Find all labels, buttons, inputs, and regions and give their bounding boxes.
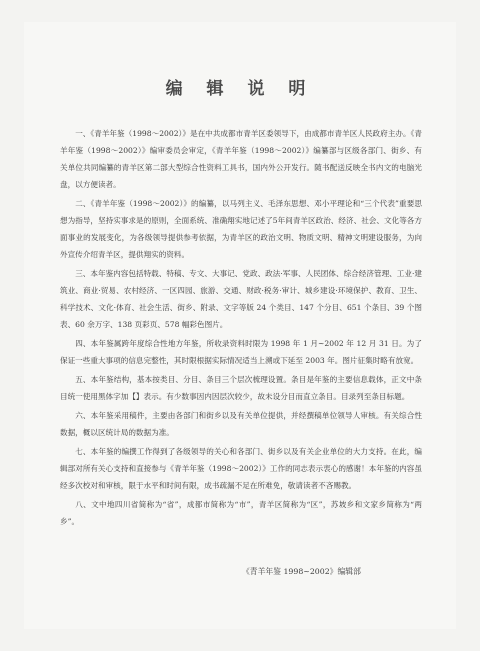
paragraph-8: 八、文中地四川省简称为“省”，成都市简称为“市”，青羊区简称为“区”，苏坡乡和文家乡简称为“两乡”。 [60,500,422,526]
paragraph-7: 七、本年鉴的编撰工作得到了各级领导的关心和各部门、街乡以及有关企业单位的大力支持。在此，编辑部对所有关心支持和直接参与《青羊年鉴（1998～2002）》工作的同志表示衷心的感谢！本年鉴的内容虽经多次校对和审核，限于水平和时间有限，成书疏漏不足在所难免，敬请读者不吝赐教。 [60,447,422,490]
document-body [60,125,422,532]
paragraph-5: 五、本年鉴结构，基本按类目、分目、条目三个层次梳理设置。条目是年鉴的主要信息载体，正文中条目统一使用黑体字加【】表示。有少数事因内因层次较少，故未设分目而直立条目。目录列至条目标题。 [60,375,422,401]
paragraph-2: 二、《青羊年鉴（1998～2002）》的编纂，以马列主义、毛泽东思想、邓小平理论和“三个代表”重要思想为指导，坚持实事求是的原则，全面系统、准确翔实地记述了5年间青羊区政治、经济、社会、文化等各方面事业的发展变化，为各级领导提供参考依据，为青羊区的政治文明、物质文明、精神文明建设服务，为向外宣传介绍青羊区，提供翔实的资料。 [60,199,422,259]
paragraph-6: 六、本年鉴采用稿件，主要由各部门和街乡以及有关单位提供，并经撰稿单位领导人审核。有关综合性数据，概以区统计局的数据为准。 [60,411,422,437]
signature: 《青羊年鉴 1998~2002》编辑部 [242,567,361,576]
paragraph-3: 三、本年鉴内容包括特载、特稿、专文、大事记、党政、政法·军事、人民团体、综合经济管理、工业·建筑业、商业·贸易、农村经济、一区四园、旅游、交通、财政·税务·审计、城乡建设·环境保护、教育、卫生、科学技术、文化·体育、社会生活、街乡、附录、文字等版 24 个类目、147 个分目、651 个条目、39 个图表、60 余万字、138 页彩页、578 幅彩色图片。 [60,269,422,329]
page-title: 编 辑 说 明 [165,79,315,99]
paragraph-1: 一、《青羊年鉴（1998～2002）》是在中共成都市青羊区委领导下，由成都市青羊区人民政府主办。《青羊年鉴（1998～2002）》编审委员会审定，《青羊年鉴（1998～2002）》编纂部与区级各部门、街乡、有关单位共同编纂的青羊区第二部大型综合性资料工具书，国内外公开发行。随书配送反映全书内文的电脑光盘，以方便读者。 [60,129,422,189]
paragraph-4: 四、本年鉴属跨年度综合性地方年鉴，所收录资料时限为 1998 年 1 月~2002 年 12 月 31 日。为了保证一些重大事项的信息完整性，其时限根据实际情况适当上溯或下延至 2003 年。图片征集时略有放宽。 [60,339,422,365]
